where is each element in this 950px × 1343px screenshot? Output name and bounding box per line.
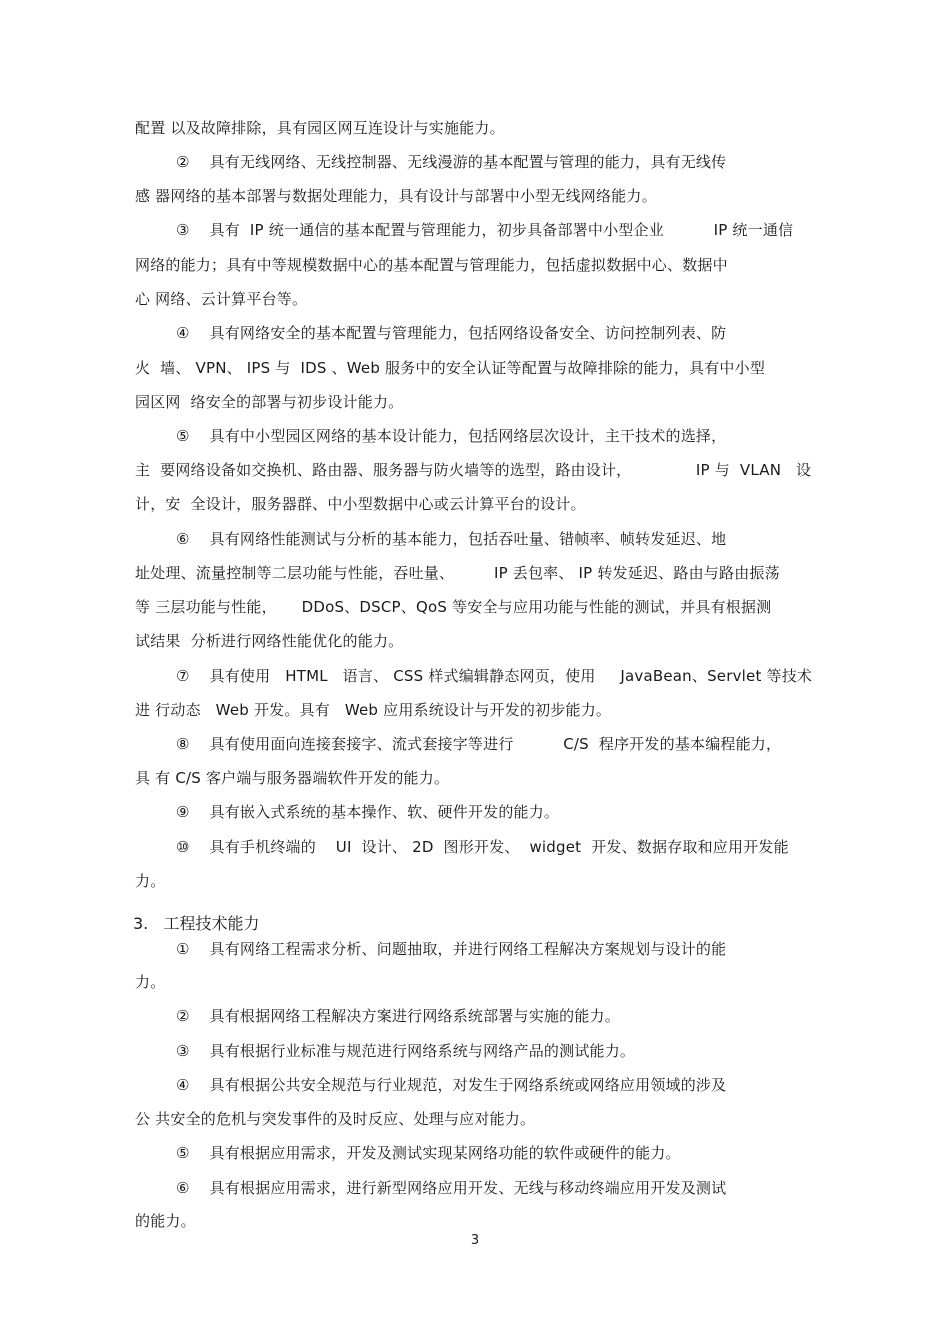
section-heading: 3. 工程技术能力 (133, 914, 260, 933)
text-line: 力。 (135, 973, 166, 991)
text-line: 园区网 络安全的部署与初步设计能力。 (135, 393, 404, 411)
list-item-5: ⑤ 具有根据应用需求，开发及测试实现某网络功能的软件或硬件的能力。 (176, 1144, 681, 1162)
list-item-1: ① 具有网络工程需求分析、问题抽取，并进行网络工程解决方案规划与设计的能 (176, 940, 727, 958)
list-item-2: ② 具有无线网络、无线控制器、无线漫游的基本配置与管理的能力，具有无线传 (176, 153, 727, 171)
text-line: 具 有 C/S 客户端与服务器端软件开发的能力。 (135, 769, 450, 787)
list-item-9: ⑨ 具有嵌入式系统的基本操作、软、硬件开发的能力。 (176, 803, 560, 821)
text-line: 火 墙、 VPN、 IPS 与 IDS 、Web 服务中的安全认证等配置与故障排除的能力，具有中小型 (135, 359, 766, 377)
text-line: 配置 以及故障排除，具有园区网互连设计与实施能力。 (135, 119, 505, 137)
list-item-2: ② 具有根据网络工程解决方案进行网络系统部署与实施的能力。 (176, 1007, 620, 1025)
text-line: 试结果 分析进行网络性能优化的能力。 (135, 632, 404, 650)
text-line: 计，安 全设计，服务器群、中小型数据中心或云计算平台的设计。 (135, 495, 586, 513)
list-item-3: ③ 具有 IP 统一通信的基本配置与管理能力，初步具备部署中小型企业 IP 统一通信 (176, 221, 794, 239)
text-line: 等 三层功能与性能， DDoS、DSCP、QoS 等安全与应用功能与性能的测试，并具有根据测 (135, 598, 772, 616)
text-line: 心 网络、云计算平台等。 (135, 290, 308, 308)
text-line: 网络的能力；具有中等规模数据中心的基本配置与管理能力，包括虚拟数据中心、数据中 (135, 256, 728, 274)
text-line: 力。 (135, 872, 166, 890)
list-item-6: ⑥ 具有网络性能测试与分析的基本能力，包括吞吐量、错帧率、帧转发延迟、地 (176, 530, 727, 548)
list-item-4: ④ 具有根据公共安全规范与行业规范，对发生于网络系统或网络应用领域的涉及 (176, 1076, 727, 1094)
text-line: 公 共安全的危机与突发事件的及时反应、处理与应对能力。 (135, 1110, 536, 1128)
list-item-3: ③ 具有根据行业标准与规范进行网络系统与网络产品的测试能力。 (176, 1042, 636, 1060)
list-item-7: ⑦ 具有使用 HTML 语言、 CSS 样式编辑静态网页，使用 JavaBean、Servlet 等技术 (176, 667, 813, 685)
list-item-6: ⑥ 具有根据应用需求，进行新型网络应用开发、无线与移动终端应用开发及测试 (176, 1179, 727, 1197)
text-line: 感 器网络的基本部署与数据处理能力，具有设计与部署中小型无线网络能力。 (135, 187, 657, 205)
list-item-4: ④ 具有网络安全的基本配置与管理能力，包括网络设备安全、访问控制列表、防 (176, 324, 727, 342)
text-line: 进 行动态 Web 开发。具有 Web 应用系统设计与开发的初步能力。 (135, 701, 612, 719)
text-line: 主 要网络设备如交换机、路由器、服务器与防火墙等的选型，路由设计， IP 与 VLAN 设 (135, 461, 812, 479)
text-line: 址处理、流量控制等二层功能与性能，吞吐量、 IP 丢包率、 IP 转发延迟、路由与路由振荡 (135, 564, 780, 582)
list-item-10: ⑩ 具有手机终端的 UI 设计、 2D 图形开发、 widget 开发、数据存取和应用开发能 (176, 838, 789, 856)
list-item-5: ⑤ 具有中小型园区网络的基本设计能力，包括网络层次设计，主干技术的选择， (176, 427, 727, 445)
page-number: 3 (470, 1233, 480, 1248)
list-item-8: ⑧ 具有使用面向连接套接字、流式套接字等进行 C/S 程序开发的基本编程能力， (176, 735, 782, 753)
text-line: 的能力。 (135, 1212, 196, 1230)
